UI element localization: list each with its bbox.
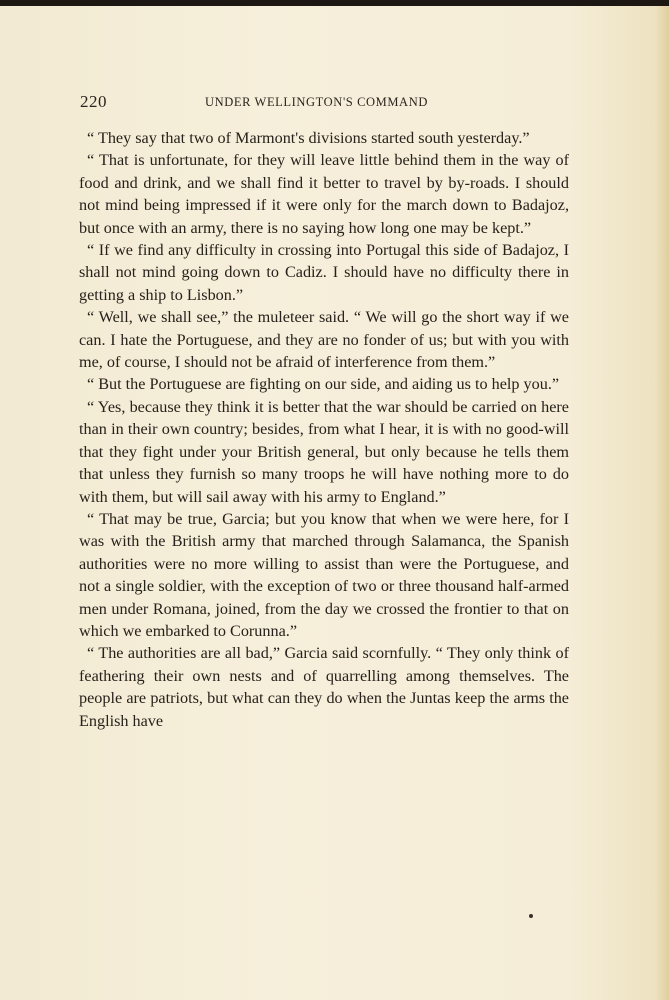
page-header: [80, 92, 568, 114]
page-edge-shadow: [655, 6, 669, 1000]
paragraph: “ They say that two of Marmont's divisions started south yesterday.”: [87, 129, 530, 147]
paragraph: “ That is unfortunate, for they will leave little behind them in the way of food and drink, and we shall find it better to travel by by-roads. I should not mind being impressed if it were only for the march down to Badajoz, but once with an army, there is no saying how long one may be kept.”: [79, 151, 569, 237]
paragraph: “ Yes, because they think it is better that the war should be carried on here than in their own country; besides, from what I hear, it is with no good-will that they fight under your British general, but only because he tells them that unless they furnish so many troops he will have nothing more to do with them, but will sail away with his army to England.”: [79, 397, 569, 506]
ink-speck: [529, 914, 533, 918]
running-head: UNDER WELLINGTON'S COMMAND: [205, 95, 428, 109]
scan-top-edge: [0, 0, 669, 6]
paragraph: “ Well, we shall see,” the muleteer said. “ We will go the short way if we can. I hate the Portuguese, and they are no fonder of us; but with you with me, of course, I should not be afraid of interference from them.”: [79, 308, 569, 372]
paragraph: “ That may be true, Garcia; but you know that when we were here, for I was with the British army that marched through Salamanca, the Spanish authorities were no more willing to assist than were the Portuguese, and not a single soldier, with the exception of two or three thousand half-armed men under Romana, joined, from the day we crossed the frontier to that on which we embarked to Corunna.”: [79, 509, 569, 640]
page-number: 220: [80, 92, 107, 111]
body-text: [79, 127, 569, 732]
paragraph: “ But the Portuguese are fighting on our side, and aiding us to help you.”: [87, 375, 560, 394]
paragraph: “ The authorities are all bad,” Garcia said scornfully. “ They only think of feathering their own nests and of quarrelling among themselves. The people are patriots, but what can they do when the Juntas keep the arms the English have: [79, 644, 569, 730]
paragraph: “ If we find any difficulty in crossing into Portugal this side of Badajoz, I shall not mind going down to Cadiz. I should have no difficulty there in getting a ship to Lisbon.”: [79, 241, 569, 304]
